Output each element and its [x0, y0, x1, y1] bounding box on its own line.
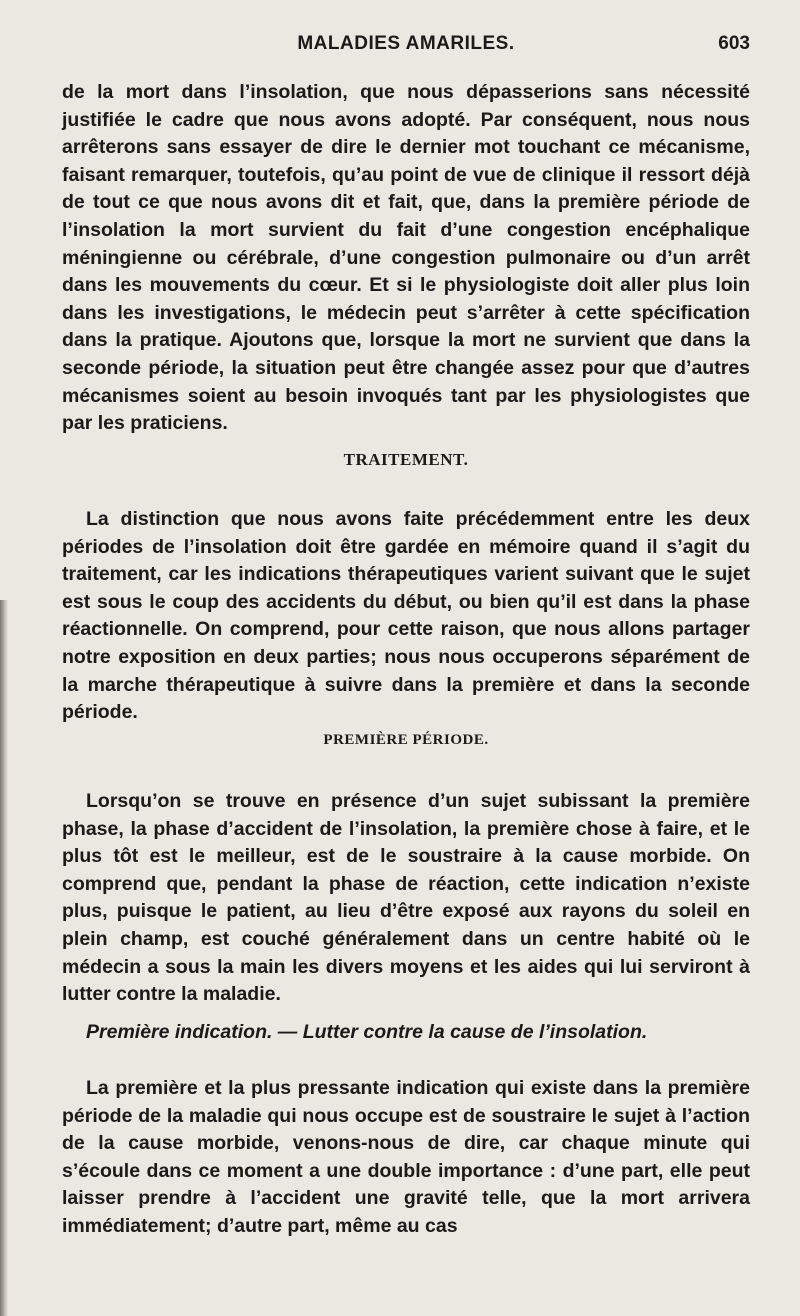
page-number: 603 — [718, 33, 750, 54]
indication-heading-block — [62, 1019, 750, 1047]
section-heading: TRAITEMENT. — [343, 450, 469, 469]
paragraph-block — [62, 1075, 750, 1241]
paragraph-continuation — [62, 79, 750, 438]
paragraph-block — [62, 506, 750, 727]
subsection-heading: PREMIÈRE PÉRIODE. — [323, 732, 489, 748]
paragraph: La distinction que nous avons faite précédemment entre les deux périodes de l’insolation doit être gardée en mémoire quand il s’agit du traitement, car les indications thérapeutiques varient suivant que le sujet est sous le coup des accidents du début, ou bien qu’il est dans la phase réactionnelle. On comprend, pour cette raison, que nous allons partager notre exposition en deux parties; nous nous occuperons séparément de la marche thérapeutique à suivre dans la première et dans la seconde période. — [62, 508, 750, 724]
indication-heading: Première indication. — Lutter contre la cause de l’insolation. — [86, 1021, 648, 1043]
page-edge-shadow — [0, 600, 8, 1316]
section-traitement — [62, 450, 750, 470]
paragraph: de la mort dans l’insolation, que nous dépasserions sans nécessité justifiée le cadre que nous avons adopté. Par conséquent, nous nous arrêterons sans essayer de dire le dernier mot touchant ce mécanisme, faisant remarquer, toutefois, qu’au point de vue de clinique il ressort déjà de tout ce que nous avons dit et fait, que, dans la première période de l’insolation la mort survient du fait d’une congestion encéphalique méningienne ou cérébrale, d’une congestion pulmonaire ou d’un arrêt dans les mouvements du cœur. Et si le physiologiste doit aller plus loin dans les investigations, le médecin peut s’arrêter à cette spécification dans la pratique. Ajoutons que, lorsque la mort ne survient que dans la seconde période, la situation peut être changée assez pour que d’autres mécanismes soient au besoin invoqués tant par les physiologistes que par les praticiens. — [62, 81, 750, 435]
page-header — [62, 33, 750, 61]
paragraph: La première et la plus pressante indication qui existe dans la première période de la maladie qui nous occupe est de soustraire le sujet à l’action de la cause morbide, venons-nous de dire, car chaque minute qui s’écoule dans ce moment a une double importance : d’une part, elle peut laisser prendre à l’accident une gravité telle, que la mort arrivera immédiatement; d’autre part, même au cas — [62, 1077, 750, 1237]
paragraph: Lorsqu’on se trouve en présence d’un sujet subissant la première phase, la phase d’accident de l’insolation, la première chose à faire, et le plus tôt est le meilleur, est de le soustraire à la cause morbide. On comprend que, pendant la phase de réaction, cette indication n’existe plus, puisque le patient, au lieu d’être exposé aux rayons du soleil en plein champ, est couché généralement dans un centre habité où le médecin a sous la main les divers moyens et les aides qui lui serviront à lutter contre la maladie. — [62, 790, 750, 1006]
running-title: MALADIES AMARILES. — [297, 33, 515, 54]
subsection-premiere-periode — [62, 732, 750, 749]
paragraph-block — [62, 788, 750, 1009]
